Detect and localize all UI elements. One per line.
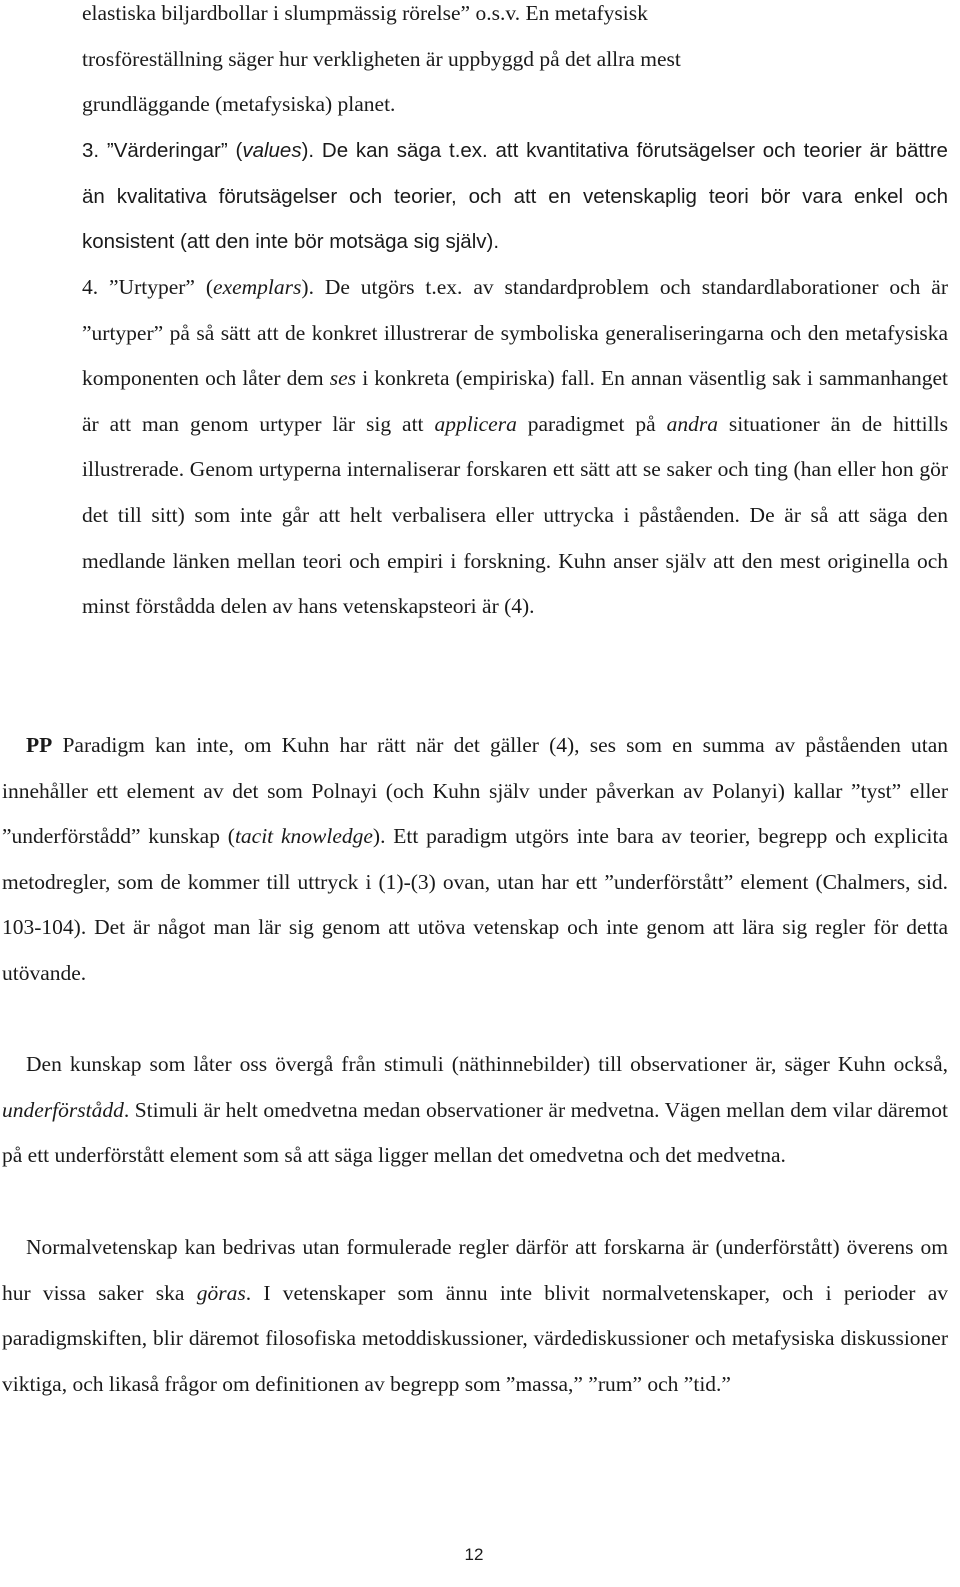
- list-number: 3.: [82, 139, 100, 162]
- list-number: 4.: [82, 275, 99, 299]
- italic-term: tacit knowledge: [234, 824, 373, 849]
- paren: (: [205, 275, 214, 299]
- quoted-term: ”Urtyper”: [109, 275, 195, 299]
- text-line: trosföreställning säger hur verkligheten är uppbyggd på det allra mest: [82, 46, 681, 71]
- list-item-exemplars: [82, 265, 948, 630]
- italic-term: underförstådd: [2, 1097, 124, 1122]
- text-run: . Stimuli är helt omedvetna medan observationer är medvetna. Vägen mellan dem vilar däremot på ett underförstått element som så att säga ligger mellan det omedvetna och det medvetna.: [2, 1097, 948, 1168]
- quoted-term: ”Värderingar”: [106, 139, 228, 162]
- text-line: elastiska biljardbollar i slumpmässig rörelse” o.s.v. En metafysisk: [82, 1, 648, 25]
- text-run: Den kunskap som låter oss övergå från stimuli (näthinnebilder) till observationer är, säger Kuhn också,: [26, 1052, 948, 1076]
- text-run: situationer än de hittills illustrerade. Genom urtyperna internaliserar forskaren ett sätt att se saker och ting (han eller hon gör det till sitt) som inte går att helt verbalisera eller uttrycka i påståenden. De är så att säga den medlande länken mellan teori och empiri i forskning. Kuhn anser själv att den mest originella och minst förstådda delen av hans vetenskapsteori är (4).: [82, 411, 948, 619]
- text-run: . I vetenskaper som ännu inte blivit normalvetenskaper, och i perioder av paradigmskiften, blir däremot filosofiska metoddiskussioner, värdediskussioner och metafysiska diskussioner viktiga, och likaså frågor om definitionen av begrepp som ”massa,” ”rum” och ”tid.”: [2, 1280, 949, 1396]
- text-run: ). De kan säga t.ex. att kvantitativa förutsägelser och teorier: [301, 139, 862, 162]
- text-run: Paradigm kan inte, om Kuhn har rätt när det gäller (4), ses som en summa av påståenden utan innehåller ett element av det som Polnayi (och Kuhn själv under påverkan av Polanyi) kallar ”tyst” eller ”underförstådd” kunskap (: [2, 733, 949, 849]
- paragraph-kunskap: [2, 1042, 948, 1179]
- italic-term: andra: [666, 411, 718, 436]
- italic-term: ses: [329, 366, 357, 391]
- paragraph-pp: [2, 723, 948, 997]
- paragraph-normalvetenskap: [2, 1225, 948, 1407]
- text-run: ). De utgörs t.ex. av standardproblem och standardlaborationer och är ”urtyper” på så sätt att de konkret illustrerar de symboliska generaliseringarna och den metafysiska komponenten och låter dem: [82, 275, 949, 391]
- text-run: i konkreta (empiriska) fall. En annan väsentlig sak i sammanhanget är att man genom urtyper lär sig att: [82, 366, 949, 436]
- text-run: ). Ett paradigm utgörs inte bara av teorier, begrepp och explicita metodregler, som de kommer till uttryck i (1)-(3) ovan, utan har ett ”underförstått” element (Chalmers, sid. 103-104). Det är något man lär sig genom att utöva vetenskap och inte genom att lära sig regler för detta utövande.: [2, 824, 949, 985]
- italic-term: values: [242, 139, 302, 162]
- paren: (: [235, 139, 243, 162]
- bold-label: PP: [26, 733, 53, 757]
- text-run: Normalvetenskap kan bedrivas utan formulerade regler därför att forskarna är (underförstått) överens om hur vissa saker ska: [2, 1235, 948, 1305]
- text-run: vara enkel och konsistent (att den inte bör motsäga sig själv).: [82, 184, 948, 254]
- text-line: grundläggande (metafysiska) planet.: [82, 92, 396, 117]
- italic-term: exemplars: [213, 275, 302, 299]
- italic-term: göras: [196, 1280, 246, 1305]
- text-run: paradigmet på: [527, 411, 656, 436]
- text-run: är bättre än kvalitativa förutsägelser och teorier, och att en vetenskaplig teori bör: [82, 139, 948, 208]
- list-item-values: [82, 128, 948, 265]
- list-item-continuation: [82, 0, 948, 128]
- page-number: 12: [464, 1545, 484, 1564]
- italic-term: applicera: [434, 411, 517, 436]
